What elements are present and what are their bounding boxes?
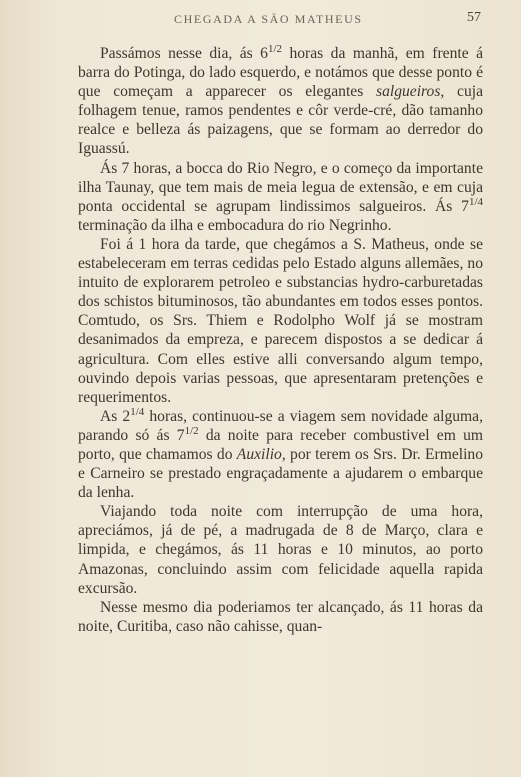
paragraph: [78, 44, 483, 159]
italic-term: salgueiros: [376, 83, 441, 101]
text-run: Ás 7 horas, a bocca do Rio Negro, e o começo da importante ilha Taunay, que tem mais de meia legua de extensão, e em cuja ponta occidental se agrupam lindissimos salgueiros. Ás 7: [78, 159, 483, 215]
paragraph: [78, 235, 483, 407]
text-run: , por terem os Srs. Dr. Ermelino e Carneiro se prestado engraçadamente a ajudarem o embarque da lenha.: [78, 445, 484, 502]
text-run: terminação da ilha e embocadura do rio Negrinho.: [78, 216, 392, 234]
running-title: CHEGADA A SÃO MATHEUS: [174, 12, 363, 26]
text-run: Passámos nesse dia, ás 6: [100, 45, 268, 62]
text-run: Nesse mesmo dia poderiamos ter alcançado, ás 11 horas da noite, Curitiba, caso não cahisse, quan-: [78, 598, 483, 635]
text-run: Viajando toda noite com interrupção de uma hora, apreciámos, já de pé, a madrugada de 8 de Março, clara e limpida, e chegámos, ás 11 horas e 10 minutos, ao porto Amazonas, concluindo assim com felicidade aquella rapida excursão.: [78, 503, 483, 597]
page-number: 57: [467, 10, 481, 25]
paragraph: [78, 598, 483, 636]
paragraph: [78, 407, 483, 502]
text-run: Foi á 1 hora da tarde, que chegámos a S. Matheus, onde se estabeleceram em terras cedidas pelo Estado alguns allemães, no intuito de explorarem petroleo e substancias hydro-carburetadas dos schistos bituminosos, tão abundantes em todos esses pontos. Comtudo, os Srs. Thiem e Rodolpho Wolf já se mostram desanimados da empreza, e parecem dispostos a se dedicar á agricultura. Com elles estive alli conversando algum tempo, ouvindo depois varias pessoas, que apresentaram pretenções e requerimentos.: [78, 235, 483, 406]
fraction: 1/4: [130, 405, 145, 418]
fraction: 1/2: [184, 424, 199, 437]
text-run: horas da manhã, em frente á barra do Potinga, do lado esquerdo, e notámos que desse ponto é que começam a apparecer os elegantes: [78, 45, 483, 101]
fraction: 1/4: [468, 195, 483, 208]
italic-term: Auxilio: [236, 445, 282, 463]
text-run: da noite para receber combustivel em um porto, que chamamos do: [78, 426, 483, 463]
text-run: As 2: [100, 407, 131, 425]
text-run: horas, continuou-se a viagem sem novidade alguma, parando só ás 7: [78, 407, 483, 444]
running-head: [78, 6, 483, 26]
paragraph: [78, 502, 483, 597]
body-text: [78, 44, 483, 636]
text-run: , cuja folhagem tenue, ramos pendentes e côr verde-cré, dão tamanho realce e belleza ás paizagens, que se formam ao derredor do Iguassú.: [78, 83, 484, 158]
paragraph: [78, 159, 483, 235]
fraction: 1/2: [267, 42, 283, 55]
